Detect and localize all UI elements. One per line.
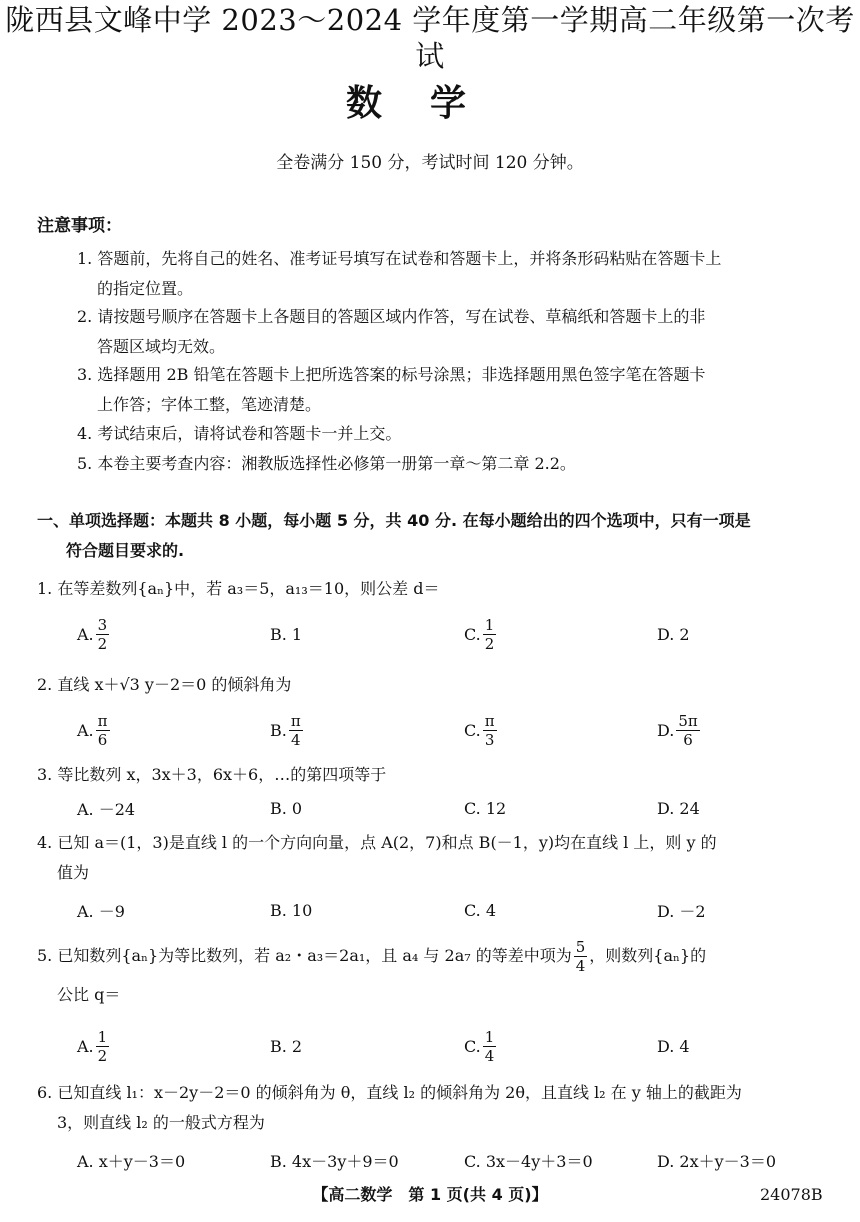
option-c: [464, 888, 496, 932]
option-c: [464, 786, 506, 830]
option-d: [657, 612, 690, 656]
option-label: B. 10: [270, 900, 313, 920]
option-b: [270, 612, 302, 656]
stem-line: 3，则直线 l₂ 的一般式方程为: [57, 1113, 265, 1132]
option-label: D. 4: [657, 1036, 690, 1056]
option-d: [657, 888, 706, 932]
option-a: [77, 1138, 185, 1182]
fraction: [289, 712, 303, 749]
fraction: [483, 1028, 497, 1065]
note-line: 4. 考试结束后，请将试卷和答题卡一并上交。: [77, 424, 402, 443]
section-heading: [37, 506, 832, 566]
option-label: A. x＋y－3＝0: [77, 1151, 186, 1171]
note-line: 2. 请按题号顺序在答题卡上各题目的答题区域内作答，写在试卷、草稿纸和答题卡上的非: [77, 307, 706, 326]
stem-text: ，则数列{aₙ}的: [589, 946, 707, 965]
denominator: 2: [97, 1046, 108, 1065]
option-b: [270, 888, 312, 932]
option-c: [464, 612, 498, 656]
numerator: 3: [97, 615, 108, 634]
option-label: C. 3x－4y＋3＝0: [464, 1151, 593, 1171]
note-item: [77, 244, 827, 304]
stem-line: 值为: [57, 863, 90, 882]
option-label: B. 2: [270, 1036, 303, 1056]
option-label: B. 0: [270, 798, 303, 818]
option-label: C. 4: [464, 900, 497, 920]
option-d: [657, 1024, 690, 1068]
option-label: D. 2: [657, 624, 690, 644]
option-row: [77, 1138, 837, 1182]
note-item: [77, 419, 827, 449]
section-line: 一、单项选择题：本题共 8 小题，每小题 5 分，共 40 分. 在每小题给出的四个选项中，只有一项是: [37, 511, 751, 530]
option-label: C. 12: [464, 798, 507, 818]
option-a: [77, 612, 111, 656]
denominator: 4: [291, 730, 301, 749]
option-label: A.: [77, 1036, 94, 1056]
note-line: 1. 答题前，先将自己的姓名、准考证号填写在试卷和答题卡上，并将条形码粘贴在答题卡上: [77, 249, 722, 268]
stem-line: 公比 q＝: [57, 985, 121, 1004]
numerator: π: [97, 711, 108, 730]
option-label: A. －9: [77, 901, 125, 921]
option-c: [464, 1024, 498, 1068]
fraction: [574, 938, 588, 975]
option-a: [77, 888, 125, 932]
option-b: [270, 708, 305, 752]
option-c: [464, 708, 499, 752]
numerator: 1: [97, 1027, 108, 1046]
fraction: [483, 616, 497, 653]
option-b: [270, 786, 302, 830]
option-a: [77, 786, 135, 830]
option-label: C.: [464, 624, 481, 644]
option-label: B. 4x－3y＋9＝0: [270, 1151, 399, 1171]
paper-code: 24078B: [760, 1185, 823, 1204]
option-b: [270, 1024, 302, 1068]
numerator: π: [484, 711, 495, 730]
option-label: D. －2: [657, 901, 706, 921]
numerator: π: [290, 711, 301, 730]
option-label: A.: [77, 720, 94, 740]
option-row: [77, 708, 837, 752]
option-d: [657, 786, 700, 830]
question-stem: 3. 等比数列 x，3x＋3，6x＋6，…的第四项等于: [37, 765, 387, 784]
page-footer: 【高二数学 第 1 页(共 4 页)】: [312, 1185, 548, 1204]
subject-title: 数学: [345, 83, 514, 124]
section-line: 符合题目要求的.: [66, 541, 185, 560]
note-line: 5. 本卷主要考查内容：湘教版选择性必修第一册第一章～第二章 2.2。: [77, 454, 576, 473]
note-item: [77, 302, 827, 362]
option-b: [270, 1138, 399, 1182]
option-a: [77, 1024, 111, 1068]
option-c: [464, 1138, 593, 1182]
option-label: A. －24: [77, 799, 136, 819]
denominator: 6: [97, 730, 108, 749]
option-a: [77, 708, 112, 752]
note-line: 的指定位置。: [97, 279, 194, 298]
fraction: [483, 712, 497, 749]
option-d: [657, 1138, 776, 1182]
numerator: 1: [484, 615, 495, 634]
note-line: 上作答；字体工整，笔迹清楚。: [97, 395, 322, 414]
option-label: B.: [270, 720, 287, 740]
stem-text: 5. 已知数列{aₙ}为等比数列，若 a₂・a₃＝2a₁，且 a₄ 与 2a₇ 的等差中项为: [37, 946, 572, 965]
question-stem: [37, 1078, 827, 1138]
stem-line: 4. 已知 a＝(1，3)是直线 l 的一个方向向量，点 A(2，7)和点 B(－1，y)均在直线 l 上，则 y 的: [37, 833, 717, 852]
option-row: [77, 1024, 837, 1068]
note-line: 答题区域均无效。: [97, 337, 226, 356]
note-line: 3. 选择题用 2B 铅笔在答题卡上把所选答案的标号涂黑；非选择题用黑色签字笔在答题卡: [77, 365, 706, 384]
fraction: [676, 712, 699, 749]
option-d: [657, 708, 702, 752]
option-row: [77, 786, 837, 830]
option-label: D. 24: [657, 798, 700, 818]
score-time-info: 全卷满分 150 分，考试时间 120 分钟。: [276, 153, 584, 173]
question-stem: [37, 828, 827, 888]
numerator: 5: [575, 938, 586, 956]
option-label: A.: [77, 624, 94, 644]
fraction: [96, 712, 110, 749]
stem-line: 6. 已知直线 l₁：x－2y－2＝0 的倾斜角为 θ，直线 l₂ 的倾斜角为 2θ，且直线 l₂ 在 y 轴上的截距为: [37, 1083, 742, 1102]
notes-heading: 注意事项：: [37, 216, 122, 236]
option-label: D. 2x＋y－3＝0: [657, 1151, 777, 1171]
option-label: B. 1: [270, 624, 303, 644]
note-item: [77, 360, 827, 420]
question-stem: 1. 在等差数列{aₙ}中，若 a₃＝5，a₁₃＝10，则公差 d＝: [37, 579, 440, 598]
numerator: 1: [484, 1027, 495, 1046]
option-label: C.: [464, 720, 481, 740]
option-label: D.: [657, 720, 675, 740]
denominator: 2: [97, 634, 108, 653]
denominator: 4: [575, 957, 586, 975]
numerator: 5π: [678, 711, 698, 730]
option-row: [77, 888, 837, 932]
denominator: 2: [484, 634, 495, 653]
exam-title: 陇西县文峰中学 2023～2024 学年度第一学期高二年级第一次考试: [5, 3, 855, 73]
option-row: [77, 612, 837, 656]
option-label: C.: [464, 1036, 481, 1056]
question-stem: 2. 直线 x＋√3 y－2＝0 的倾斜角为: [37, 675, 292, 694]
denominator: 3: [484, 730, 495, 749]
fraction: [96, 616, 110, 653]
question-stem: [37, 936, 827, 1014]
denominator: 6: [683, 730, 693, 749]
denominator: 4: [484, 1046, 495, 1065]
note-item: [77, 449, 827, 479]
fraction: [96, 1028, 110, 1065]
